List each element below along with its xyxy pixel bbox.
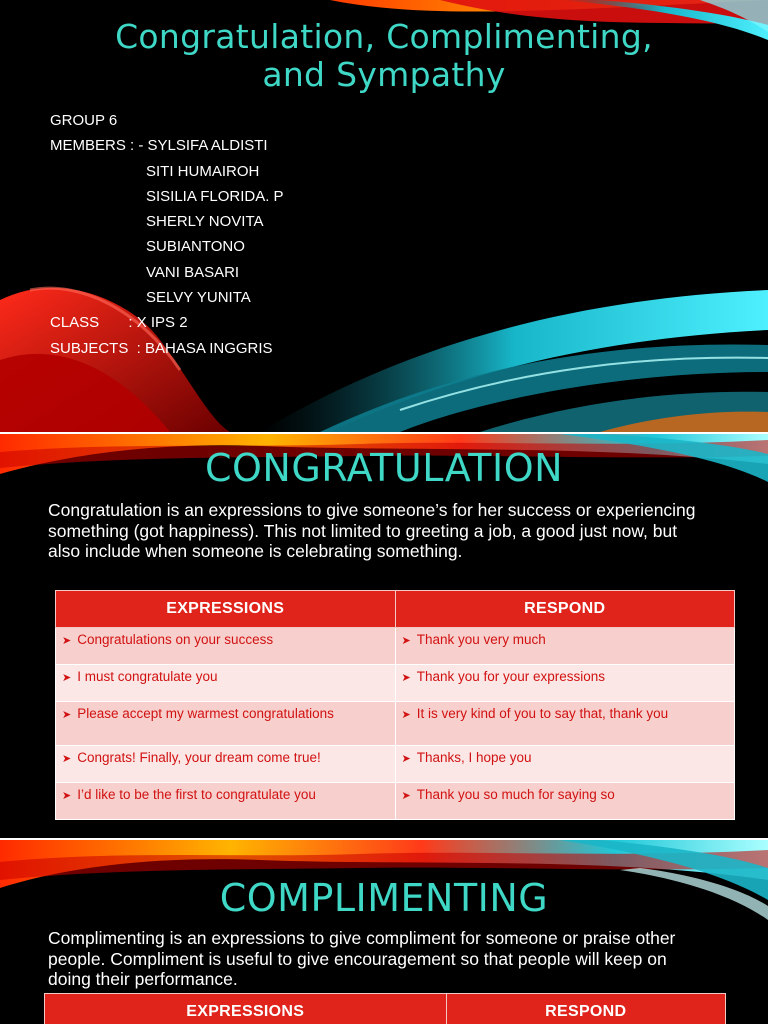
table-row [56,628,735,665]
table-header-row [45,994,726,1024]
respond-text: Thank you for your expressions [416,669,606,684]
column-header-respond: RESPOND [395,591,735,628]
arrow-bullet-icon: ➤ [401,672,411,684]
members-label: MEMBERS : - SYLSIFA ALDISTI [50,137,268,155]
respond-cell [395,665,735,702]
column-header-expressions: EXPRESSIONS [45,994,447,1024]
arrow-bullet-icon: ➤ [62,635,72,647]
arrow-bullet-icon: ➤ [62,753,72,765]
member-name: SITI HUMAIROH [146,162,260,180]
expression-cell [56,628,396,665]
respond-cell [395,783,735,820]
arrow-bullet-icon: ➤ [62,672,72,684]
title-line-2: and Sympathy [262,55,506,94]
group-info [50,108,284,361]
expression-cell [56,665,396,702]
arrow-bullet-icon: ➤ [401,753,411,765]
section-title: COMPLIMENTING [219,876,549,920]
expression-text: I’d like to be the first to congratulate you [77,787,316,802]
respond-cell [395,702,735,746]
group-label: GROUP 6 [50,112,118,129]
expression-text: I must congratulate you [77,669,218,684]
column-header-expressions: EXPRESSIONS [56,591,396,628]
respond-cell [395,746,735,783]
arrow-bullet-icon: ➤ [62,709,72,721]
presentation-title [0,18,768,94]
expression-text: Please accept my warmest congratulations [77,706,334,721]
arrow-bullet-icon: ➤ [401,709,411,721]
table-row [56,783,735,820]
expression-cell [56,702,396,746]
expressions-table [55,590,735,820]
expression-cell [56,746,396,783]
column-header-respond: RESPOND [446,994,725,1024]
table-row [56,665,735,702]
slide-title [0,0,768,432]
class-line: CLASS : X IPS 2 [50,314,188,332]
table-row [56,702,735,746]
respond-text: Thank you so much for saying so [416,787,615,802]
title-line-1: Congratulation, Complimenting, [115,17,653,56]
slide-complimenting [0,840,768,1024]
respond-text: Thank you very much [416,632,546,647]
member-name: SHERLY NOVITA [146,213,264,231]
respond-cell [395,628,735,665]
section-paragraph: Complimenting is an expressions to give compliment for someone or praise other people. Compliment is useful to give encouragement so that people will keep on doing their performance. [48,928,676,989]
respond-text: Thanks, I hope you [416,750,532,765]
section-title: CONGRATULATION [204,446,564,490]
table-header-row [56,591,735,628]
member-name: SISILIA FLORIDA. P [146,187,284,205]
section-paragraph: Congratulation is an expressions to give someone’s for her success or experiencing something (got happiness). This not limited to greeting a job, a good just now, but also include when someone is celebrating something. [48,500,696,561]
arrow-bullet-icon: ➤ [62,790,72,802]
arrow-bullet-icon: ➤ [401,635,411,647]
respond-text: It is very kind of you to say that, thank you [416,706,669,721]
member-name: SUBIANTONO [146,238,245,256]
expression-cell [56,783,396,820]
table-row [56,746,735,783]
expression-text: Congrats! Finally, your dream come true! [77,750,321,765]
subjects-line: SUBJECTS : BAHASA INGGRIS [50,339,273,357]
expression-text: Congratulations on your success [77,632,274,647]
expressions-table [44,993,726,1024]
member-name: VANI BASARI [146,263,240,281]
arrow-bullet-icon: ➤ [401,790,411,802]
slide-congratulation [0,434,768,838]
member-name: SELVY YUNITA [146,289,251,307]
